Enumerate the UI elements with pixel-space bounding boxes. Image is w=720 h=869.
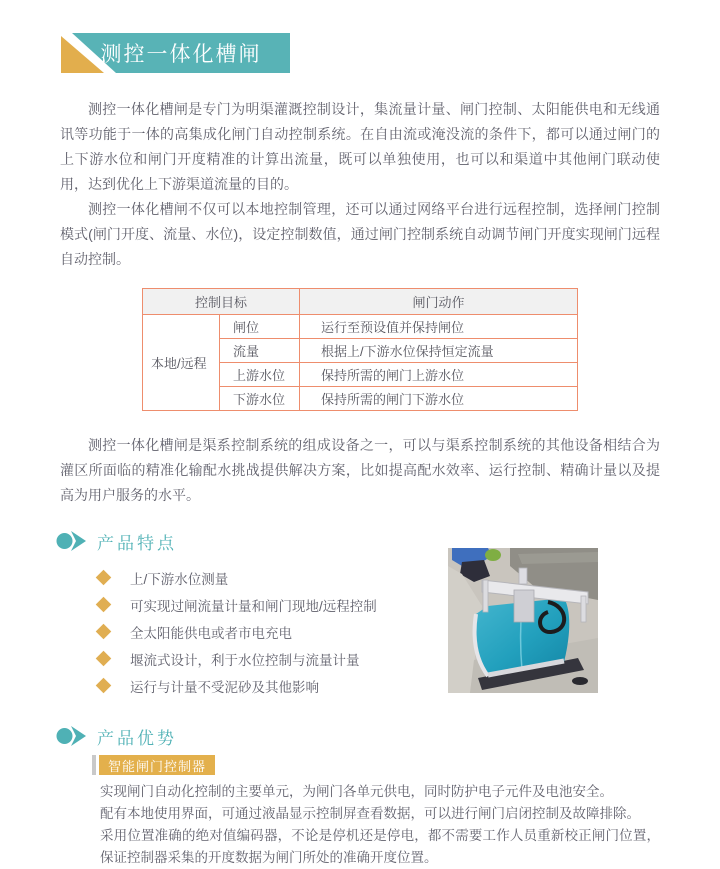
summary-paragraph: 测控一体化槽闸是渠系控制系统的组成设备之一，可以与渠系控制系统的其他设备相结合为灌区所面临的精准化输配水挑战提供解决方案，比如提高配水效率、运行控制、精确计量以及提高为用户服务的水平。 xyxy=(60,437,660,503)
feature-label: 运行与计量不受泥砂及其他影响 xyxy=(130,679,319,695)
advantages-paragraph: 采用位置准确的绝对值编码器，不论是停机还是停电，都不需要工作人员重新校正闸门位置，保证控制器采集的开度数据为闸门所处的准确开度位置。 xyxy=(100,828,660,865)
section-title: 产品优势 xyxy=(97,728,177,748)
advantages-section xyxy=(0,725,720,869)
sluice-gate-photo xyxy=(448,548,598,693)
features-section xyxy=(0,530,720,699)
intro-paragraph-1: 测控一体化槽闸是专门为明渠灌溉控制设计，集流量计量、闸门控制、太阳能供电和无线通讯等功能于一体的高集成化闸门自动控制系统。在自由流或淹没流的条件下，都可以通过闸门的上下游水位和闸门开度精准的计算出流量，既可以单独使用，也可以和渠道中其他闸门联动使用，达到优化上下游渠道流量的目的。 xyxy=(60,101,660,192)
table-cell-target: 闸位 xyxy=(219,315,299,339)
diamond-bullet-icon xyxy=(96,570,112,586)
table-cell-action: 保持所需的闸门上游水位 xyxy=(300,363,578,387)
feature-item xyxy=(96,645,426,672)
intro-paragraph-2: 测控一体化槽闸不仅可以本地控制管理，还可以通过网络平台进行远程控制，选择闸门控制模式(闸门开度、流量、水位)，设定控制数值，通过闸门控制系统自动调节闸门开度实现闸门远程自动控制。 xyxy=(60,201,660,267)
subsection-label-row xyxy=(92,755,720,775)
product-photo xyxy=(448,548,598,693)
table-cell-target: 下游水位 xyxy=(219,387,299,411)
features-heading xyxy=(56,530,720,552)
table-header-control-target: 控制目标 xyxy=(142,289,299,315)
feature-item xyxy=(96,564,426,591)
table-header-row xyxy=(142,289,577,315)
summary-section xyxy=(60,433,660,508)
feature-label: 可实现过闸流量计量和闸门现地/远程控制 xyxy=(130,598,377,614)
advantages-heading xyxy=(56,725,720,747)
label-stripe xyxy=(92,755,96,775)
feature-label: 全太阳能供电或者市电充电 xyxy=(130,625,292,641)
table-header-gate-action: 闸门动作 xyxy=(300,289,578,315)
diamond-bullet-icon xyxy=(96,597,112,613)
table-cell-target: 流量 xyxy=(219,339,299,363)
intro-section xyxy=(60,97,660,272)
feature-item xyxy=(96,618,426,645)
advantages-paragraph: 配有本地使用界面，可通过液晶显示控制屏查看数据，可以进行闸门启闭控制及故障排除。 xyxy=(100,806,640,821)
feature-item xyxy=(96,591,426,618)
section-title: 产品特点 xyxy=(97,533,177,553)
table-cell-action: 保持所需的闸门下游水位 xyxy=(300,387,578,411)
advantages-text xyxy=(100,781,660,869)
feature-label: 堰流式设计，利于水位控制与流量计量 xyxy=(130,652,360,668)
table-cell-mode: 本地/远程 xyxy=(142,315,219,411)
subsection-label: 智能闸门控制器 xyxy=(99,755,215,775)
circle-arrow-icon xyxy=(56,725,87,747)
diamond-bullet-icon xyxy=(96,678,112,694)
control-target-table xyxy=(142,288,578,411)
diamond-bullet-icon xyxy=(96,651,112,667)
feature-label: 上/下游水位测量 xyxy=(130,571,229,587)
table-cell-action: 运行至预设值并保持闸位 xyxy=(300,315,578,339)
circle-arrow-icon xyxy=(56,530,87,552)
table-row xyxy=(142,315,577,339)
page-banner xyxy=(58,33,290,73)
table-cell-action: 根据上/下游水位保持恒定流量 xyxy=(300,339,578,363)
advantages-paragraph: 实现闸门自动化控制的主要单元，为闸门各单元供电，同时防护电子元件及电池安全。 xyxy=(100,784,613,799)
page-title: 测控一体化槽闸 xyxy=(100,43,262,66)
diamond-bullet-icon xyxy=(96,624,112,640)
features-list xyxy=(96,564,426,699)
feature-item xyxy=(96,672,426,699)
table-cell-target: 上游水位 xyxy=(219,363,299,387)
